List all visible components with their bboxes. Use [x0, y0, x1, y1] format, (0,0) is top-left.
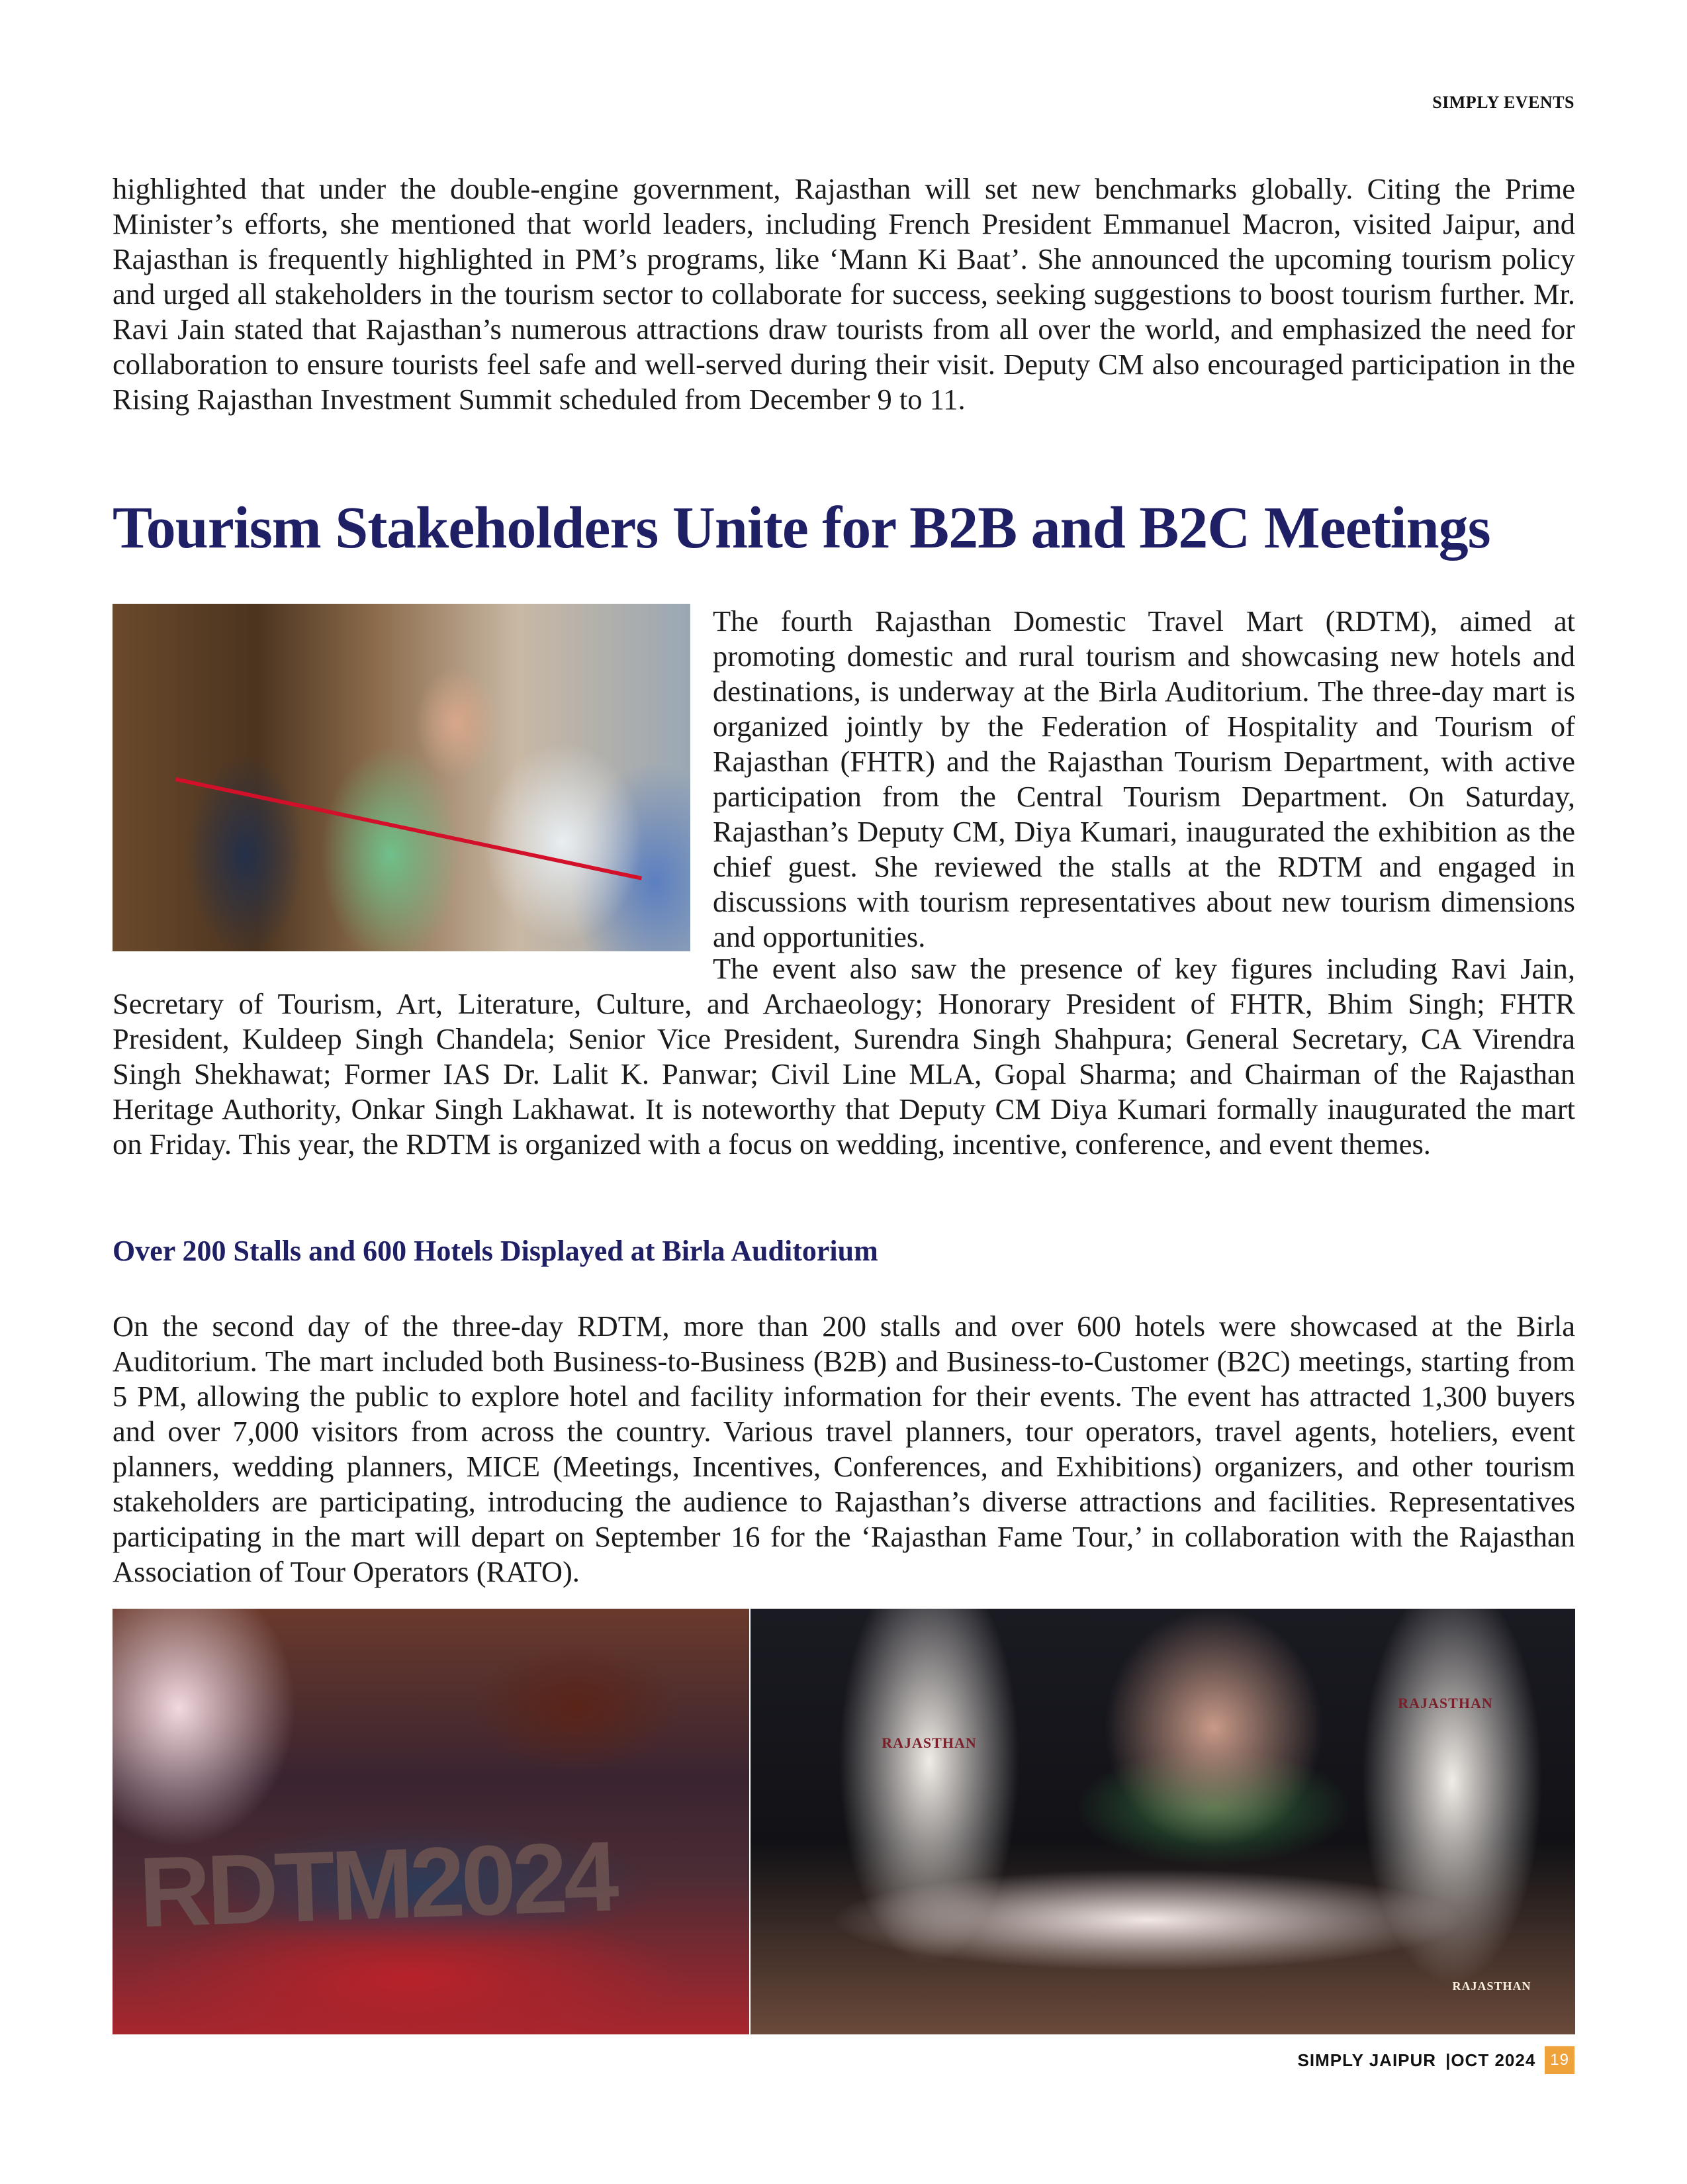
article-paragraph-1: The fourth Rajasthan Domestic Travel Mart (RDTM), aimed at promoting domestic and rural tourism and showcasing new hotels and destinations, is underway at the Birla Auditorium. The three-day mart is organized jointly by the Federation of Hospitality and Tourism of Rajasthan (FHTR) and the Rajasthan Tourism Department, with active participation from the Central Tourism Department. On Saturday, Rajasthan’s Deputy CM, Diya Kumari, inaugurated the exhibition as the chief guest. She reviewed the stalls at the RDTM and engaged in discussions with tourism representatives about new tourism dimensions and opportunities.: [713, 604, 1575, 953]
stage-standee: RAJASTHAN: [1452, 1979, 1531, 1993]
intro-paragraph: highlighted that under the double-engine government, Rajasthan will set new benchmarks globally. Citing the Prime Minister’s efforts, she mentioned that world leaders, including French President Emmanuel Macron, visited Jaipur, and Rajasthan is frequently highlighted in PM’s programs, like ‘Mann Ki Baat’. She announced the upcoming tourism policy and urged all stakeholders in the tourism sector to collaborate for success, seeking suggestions to boost tourism further. Mr. Ravi Jain stated that Rajasthan’s numerous attractions draw tourists from all over the world, and emphasized the need for collaboration to ensure tourists feel safe and well-served during their visit. Deputy CM also encouraged participation in the Rising Rajasthan Investment Summit scheduled from December 9 to 11.: [113, 172, 1575, 416]
article-paragraph-2: The event also saw the presence of key figures including Ravi Jain, Secretary of Tourism, Art, Literature, Culture, and Archaeology; Honorary President of FHTR, Bhim Singh; FHTR President, Kuldeep Singh Chandela; Senior Vice President, Surendra Singh Shahpura; General Secretary, CA Virendra Singh Shekhawat; Former IAS Dr. Lalit K. Panwar; Civil Line MLA, Gopal Sharma; and Chairman of the Rajasthan Heritage Authority, Onkar Singh Lakhawat. It is noteworthy that Deputy CM Diya Kumari formally inaugurated the mart on Friday. This year, the RDTM is organized with a focus on wedding, incentive, conference, and event themes.: [113, 952, 1575, 1161]
stage-banner-right: RAJASTHAN: [1398, 1695, 1493, 1711]
ribbon-cutting-photo: [113, 604, 690, 951]
red-ribbon: [175, 777, 642, 880]
group-photo: [113, 1609, 749, 2034]
issue-date: |OCT 2024: [1445, 2050, 1536, 2070]
stage-banner-left: RAJASTHAN: [882, 1734, 977, 1751]
rdtm-sign: RDTM2024: [137, 1820, 617, 1948]
publication-name: SIMPLY JAIPUR: [1297, 2050, 1437, 2070]
stage-photo: [751, 1609, 1575, 2034]
article-paragraph-3: On the second day of the three-day RDTM, more than 200 stalls and over 600 hotels were showcased at the Birla Auditorium. The mart included both Business-to-Business (B2B) and Business-to-Customer (B2C) meetings, starting from 5 PM, allowing the public to explore hotel and facility information for their events. The event has attracted 1,300 buyers and over 7,000 visitors from across the country. Various travel planners, tour operators, travel agents, hoteliers, event planners, wedding planners, MICE (Meetings, Incentives, Conferences, and Exhibitions) organizers, and other tourism stakeholders are participating, introducing the audience to Rajasthan’s diverse attractions and facilities. Representatives participating in the mart will depart on September 16 for the ‘Rajasthan Fame Tour,’ in collaboration with the Rajasthan Association of Tour Operators (RATO).: [113, 1309, 1575, 1588]
article-headline: Tourism Stakeholders Unite for B2B and B2C Meetings: [113, 495, 1490, 561]
page-footer: [1298, 2046, 1574, 2075]
page-number: 19: [1545, 2046, 1574, 2074]
article-subheading: Over 200 Stalls and 600 Hotels Displayed at Birla Auditorium: [113, 1235, 878, 1267]
section-label: SIMPLY EVENTS: [1432, 93, 1574, 112]
